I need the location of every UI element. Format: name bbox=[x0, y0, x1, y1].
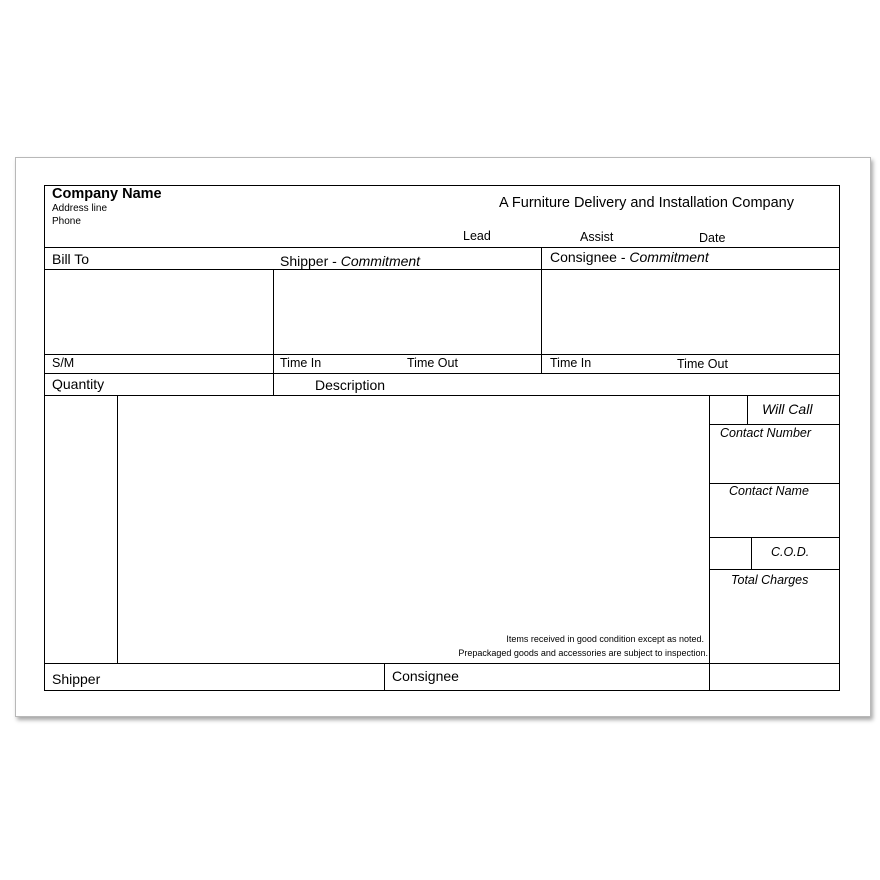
rule-v-footer bbox=[384, 663, 385, 691]
rule-v-quantity bbox=[117, 395, 118, 664]
footer-consignee-label: Consignee bbox=[392, 668, 459, 684]
rule-willcall-bottom bbox=[709, 424, 839, 425]
date-label: Date bbox=[699, 231, 726, 245]
contact-number-label: Contact Number bbox=[720, 426, 812, 440]
cod-label: C.O.D. bbox=[771, 545, 810, 559]
rule-address-bottom bbox=[45, 354, 839, 355]
rule-times-bottom bbox=[45, 373, 839, 374]
rule-v-billto bbox=[273, 269, 274, 396]
description-label: Description bbox=[315, 377, 386, 393]
rule-v-shipper bbox=[541, 247, 542, 374]
shipper-commitment-label bbox=[280, 254, 420, 268]
address-line: Address line bbox=[52, 203, 108, 214]
assist-label: Assist bbox=[580, 230, 614, 244]
consignee-label: Consignee bbox=[550, 249, 617, 265]
rule-v-cod-box bbox=[751, 537, 752, 570]
sm-label: S/M bbox=[52, 356, 75, 370]
phone: Phone bbox=[52, 216, 81, 227]
note-condition: Items received in good condition except as noted. bbox=[506, 634, 704, 644]
company-tagline: A Furniture Delivery and Installation Company bbox=[499, 195, 794, 211]
consignee-time-in-label: Time In bbox=[550, 356, 592, 370]
company-name: Company Name bbox=[52, 186, 162, 202]
consignee-time-out-label: Time Out bbox=[677, 357, 728, 371]
bill-to-label: Bill To bbox=[52, 251, 90, 267]
rule-v-willcall-box bbox=[747, 395, 748, 425]
rule-parties-bottom bbox=[45, 269, 839, 270]
shipper-label: Shipper bbox=[280, 253, 329, 269]
shipper-time-in-label: Time In bbox=[280, 356, 322, 370]
quantity-label: Quantity bbox=[52, 376, 105, 392]
rule-cod-bottom bbox=[709, 569, 839, 570]
separator: - bbox=[616, 249, 630, 265]
separator: - bbox=[328, 253, 341, 269]
total-charges-label: Total Charges bbox=[731, 573, 809, 587]
contact-name-label: Contact Name bbox=[729, 484, 809, 498]
lead-label: Lead bbox=[463, 229, 491, 243]
rule-body-bottom bbox=[45, 663, 839, 664]
rule-items-header-bottom bbox=[45, 395, 839, 396]
footer-shipper-label: Shipper bbox=[52, 671, 101, 687]
rule-header-bottom bbox=[45, 247, 839, 248]
rule-contact-name-bottom bbox=[709, 537, 839, 538]
consignee-commitment-label bbox=[550, 250, 709, 264]
commitment-label: Commitment bbox=[629, 249, 709, 265]
commitment-label: Commitment bbox=[340, 253, 421, 269]
note-inspection: Prepackaged goods and accessories are subject to inspection. bbox=[458, 648, 708, 658]
rule-v-side bbox=[709, 395, 710, 691]
will-call-label: Will Call bbox=[762, 401, 813, 417]
shipper-time-out-label: Time Out bbox=[407, 356, 458, 370]
